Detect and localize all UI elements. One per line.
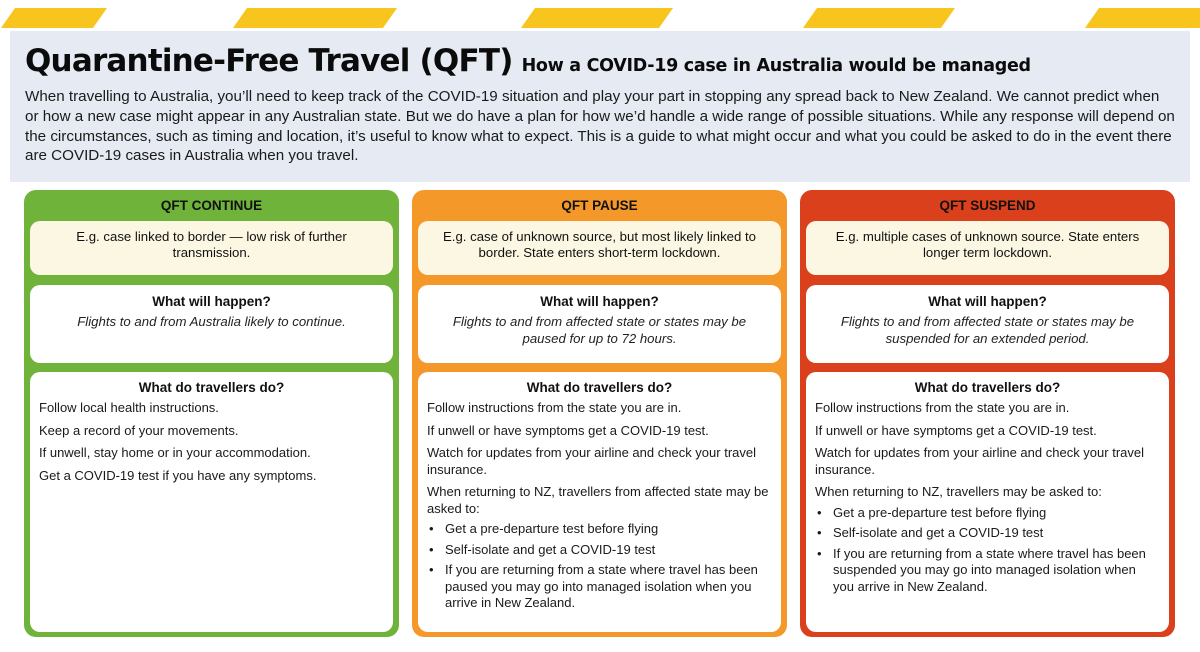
what-will-happen-box [30,285,393,363]
list-item-text: Self-isolate and get a COVID-19 test [445,541,656,557]
do-instruction: Get a COVID-19 test if you have any symptoms. [39,467,317,483]
column-qft-continue [24,190,399,637]
do-instruction: If unwell, stay home or in your accommodation. [39,445,311,460]
do-instruction: If unwell or have symptoms get a COVID-19 test. [815,422,1097,438]
decorative-stripe [521,8,673,28]
do-title: What do travellers do? [138,380,285,395]
what-do-travellers-do-box [806,372,1169,632]
list-item-text: Get a pre-departure test before flying [445,521,659,536]
happen-title: What will happen? [928,294,1047,309]
title-row [25,43,1190,79]
header-panel [10,31,1190,182]
bullet-icon: • [817,545,822,561]
list-item [427,562,772,612]
happen-text: Flights to and from affected state or states may be paused for up to 72 hours. [452,314,747,346]
list-item [815,505,1160,522]
list-item [427,521,772,538]
example-box: E.g. multiple cases of unknown source. State enters longer term lockdown. [806,221,1169,275]
column-qft-suspend [800,190,1175,637]
happen-title: What will happen? [152,294,271,309]
list-item [815,546,1160,596]
what-will-happen-box [418,285,781,363]
do-title: What do travellers do? [914,380,1061,395]
decorative-stripe [803,8,955,28]
bullet-icon: • [429,541,434,557]
list-item-text: Get a pre-departure test before flying [833,504,1047,520]
do-instruction: Watch for updates from your airline and check your travel insurance. [427,445,756,477]
bullet-icon: • [429,521,434,536]
happen-text: Flights to and from Australia likely to continue. [77,314,346,329]
intro-paragraph: When travelling to Australia, you’ll need to keep track of the COVID-19 situation and play your part in stopping any spread back to New Zealand. We cannot predict when or how a new case might appear in any Australian state. But we do have a plan for how we’d handle a wide range of possible situations. While any response will depend on the circumstances, such as timing and location, it’s useful to know what to expect. This is a guide to what might occur and what you could be asked to do in the event there are COVID-19 cases in Australia when you travel. [25,88,1175,165]
do-instruction: Follow instructions from the state you are in. [815,400,1070,415]
do-instruction: When returning to NZ, travellers from affected state may be asked to: [427,484,769,516]
what-will-happen-box [806,285,1169,363]
list-item-text: Self-isolate and get a COVID-19 test [833,525,1044,540]
do-bullet-list [815,505,1160,596]
do-instruction: Watch for updates from your airline and check your travel insurance. [815,445,1144,477]
page-subtitle: How a COVID-19 case in Australia would be managed [521,56,1031,76]
happen-title: What will happen? [540,294,659,309]
bullet-icon: • [429,562,434,577]
column-qft-pause [412,190,787,637]
bullet-icon: • [817,525,822,540]
do-instruction: If unwell or have symptoms get a COVID-19 test. [427,422,709,438]
do-instruction: Follow instructions from the state you are in. [427,400,682,415]
bullet-icon: • [817,504,822,520]
list-item [427,542,772,559]
decorative-stripe [1085,8,1200,28]
column-heading: QFT PAUSE [561,198,638,213]
decorative-stripe [233,8,397,28]
decorative-stripe [1,8,107,28]
do-bullet-list [427,521,772,612]
what-do-travellers-do-box [30,372,393,632]
do-instruction: When returning to NZ, travellers may be asked to: [815,484,1102,499]
do-instruction: Keep a record of your movements. [39,422,239,438]
do-instruction: Follow local health instructions. [39,400,219,415]
page-title: Quarantine-Free Travel (QFT) [25,43,513,79]
list-item-text: If you are returning from a state where travel has been paused you may go into managed isolation when you arrive in New Zealand. [445,562,758,610]
example-box: E.g. case linked to border — low risk of further transmission. [30,221,393,275]
list-item-text: If you are returning from a state where travel has been suspended you may go into managed isolation when you arrive in New Zealand. [833,545,1146,594]
happen-text: Flights to and from affected state or states may be suspended for an extended period. [840,314,1135,346]
column-heading: QFT CONTINUE [160,198,263,213]
column-heading: QFT SUSPEND [939,198,1036,213]
do-title: What do travellers do? [526,380,673,395]
list-item [815,525,1160,542]
example-box: E.g. case of unknown source, but most likely linked to border. State enters short-term lockdown. [418,221,781,275]
what-do-travellers-do-box [418,372,781,632]
